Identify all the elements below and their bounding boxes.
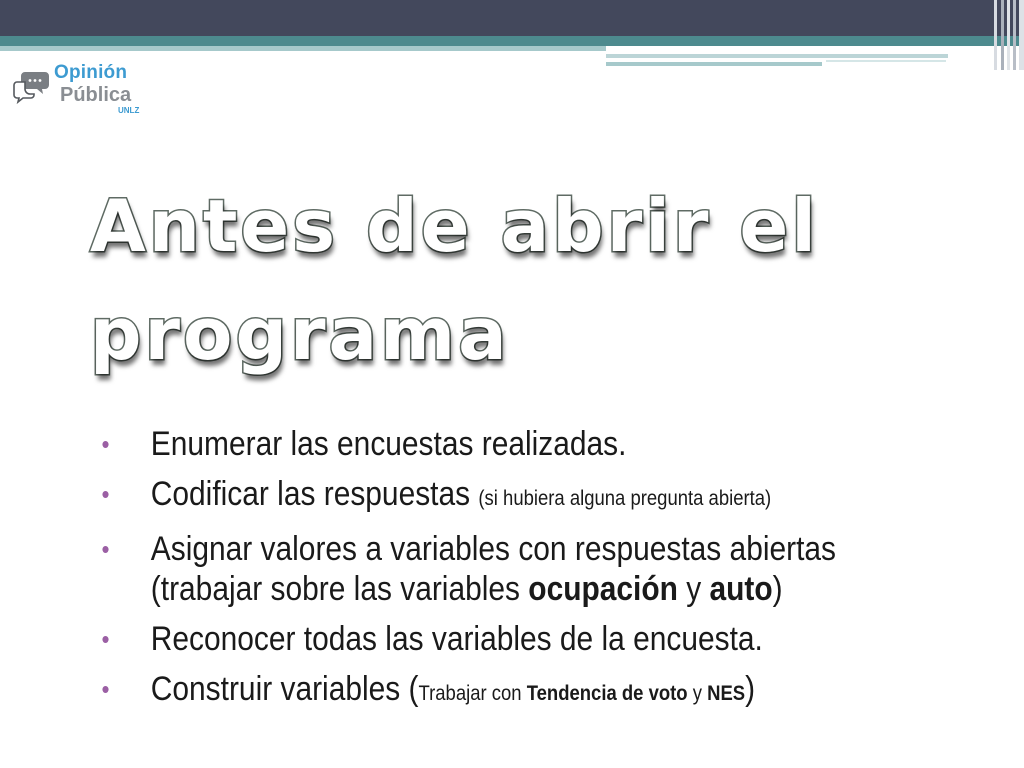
bullet-note: y [687, 682, 708, 705]
list-item [98, 619, 855, 659]
bullet-bold: NES [707, 682, 746, 705]
title-line: Antes de abrir el [90, 184, 819, 268]
bullet-text: Construir variables [150, 670, 409, 708]
header-stripe [1001, 0, 1004, 70]
bullet-text: Enumerar las encuestas realizadas. [150, 425, 627, 463]
logo-text: Pública [60, 84, 132, 106]
header-stripe [1007, 0, 1010, 70]
list-item [98, 424, 855, 464]
bullet-text: ( [408, 670, 419, 708]
list-item [98, 474, 855, 519]
header-line [826, 60, 946, 62]
chat-bubbles-icon [12, 68, 52, 109]
bullet-note: (si hubiera alguna pregunta abierta) [478, 487, 772, 510]
bullet-text: Codificar las respuestas [150, 475, 479, 513]
bullet-text: ) [745, 670, 756, 708]
bullet-text: ) [772, 570, 783, 608]
logo-text: UNLZ [118, 106, 140, 115]
header-dark-bar [0, 0, 1024, 36]
logo-text: Opinión [54, 62, 128, 83]
list-item [98, 669, 855, 714]
logo [12, 62, 152, 118]
header-stripe [994, 0, 997, 70]
header-line [606, 54, 948, 58]
bullet-text: Reconocer todas las variables de la encuesta. [150, 620, 763, 658]
bullet-bold: auto [709, 570, 773, 608]
header-teal-bar [0, 36, 1024, 46]
bullet-note: Trabajar con [418, 682, 527, 705]
title-line: programa [90, 292, 510, 376]
bullet-list [98, 424, 855, 724]
header-stripe [1019, 0, 1024, 70]
bullet-text: y [677, 570, 710, 608]
bullet-text: Asignar valores a variables con respuestas abiertas (trabajar sobre las variables [150, 530, 837, 608]
bullet-bold: ocupación [528, 570, 678, 608]
bullet-bold: Tendencia de voto [526, 682, 688, 705]
header-light-bar [0, 46, 606, 51]
header-line [606, 62, 822, 66]
header-stripe [1013, 0, 1016, 70]
list-item [98, 529, 855, 609]
header-notch [606, 46, 1000, 54]
slide-title [90, 172, 970, 388]
